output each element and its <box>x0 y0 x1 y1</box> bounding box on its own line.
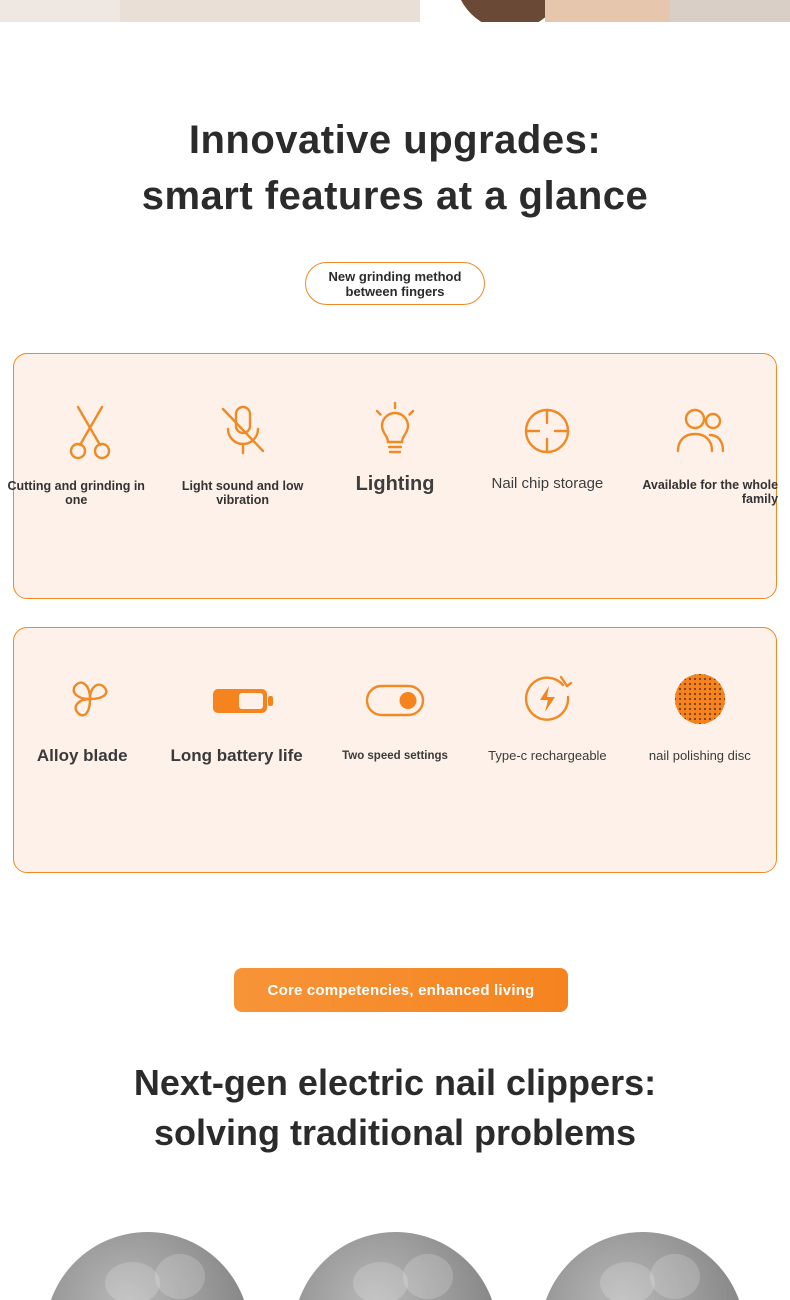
feature-item-polishing-disc <box>624 666 776 761</box>
alloy-blade-icon <box>58 666 122 732</box>
battery-icon <box>205 666 281 732</box>
family-group-icon <box>668 398 732 464</box>
feature-item-two-speeds <box>319 666 471 761</box>
feature-row-1 <box>7 398 779 507</box>
photo-mid-block <box>120 0 420 22</box>
feature-label-two-speeds: Two speed settings <box>342 750 448 762</box>
feature-label-cutting-grinding: Cutting and grinding in one <box>7 479 145 507</box>
photo-highlight <box>353 1262 408 1300</box>
photo-highlight <box>403 1254 453 1299</box>
photo-highlight <box>105 1262 160 1300</box>
feature-item-whole-family <box>624 398 779 506</box>
bottom-photo-row <box>0 1232 790 1300</box>
feature-label-chip-storage: Nail chip storage <box>491 475 604 492</box>
page-title-primary-line2: smart features at a glance <box>141 174 649 218</box>
feature-label-low-sound: Light sound and low vibration <box>181 479 304 507</box>
photo-left-block <box>0 0 120 22</box>
badge-new-grinding-method <box>305 262 485 305</box>
badge-core-competencies: Core competencies, enhanced living <box>234 968 568 1012</box>
photo-highlight <box>600 1262 655 1300</box>
toggle-switch-icon <box>357 666 433 732</box>
photo-highlight <box>155 1254 205 1299</box>
feature-item-lighting <box>319 398 471 502</box>
feature-item-cutting-grinding <box>7 398 166 507</box>
bottom-photo-2 <box>293 1232 498 1300</box>
scissors-icon <box>58 398 122 464</box>
page-title-primary <box>0 112 790 224</box>
badge-new-grinding-method-line1: New grinding method <box>328 268 462 284</box>
feature-label-alloy-blade: Alloy blade <box>36 746 128 765</box>
top-lifestyle-photo <box>0 0 790 22</box>
feature-label-whole-family: Available for the whole family <box>642 478 779 506</box>
feature-label-lighting: Lighting <box>355 473 435 495</box>
fast-charge-icon <box>515 666 579 732</box>
feature-card-smart-features <box>7 353 779 599</box>
feature-item-type-c-rechargeable <box>471 666 623 761</box>
feature-item-alloy-blade <box>14 666 166 765</box>
feature-label-polishing-disc: nail polishing disc <box>648 748 751 763</box>
feature-item-battery-life <box>166 666 318 765</box>
bottom-photo-3 <box>540 1232 745 1300</box>
photo-model-skin <box>545 0 685 22</box>
page-title-secondary-line2: solving traditional problems <box>153 1112 637 1153</box>
photo-highlight <box>650 1254 700 1299</box>
lightbulb-icon <box>363 398 427 464</box>
badge-new-grinding-method-line2: between fingers <box>345 283 445 299</box>
page-title-secondary-line1: Next-gen electric nail clippers: <box>133 1062 657 1103</box>
feature-label-type-c-rechargeable: Type-c rechargeable <box>488 748 607 763</box>
storage-target-icon <box>515 398 579 464</box>
muted-microphone-icon <box>211 398 275 464</box>
photo-right-block <box>670 0 790 22</box>
page-title-primary-line1: Innovative upgrades: <box>188 118 602 162</box>
feature-card-hardware-features <box>13 627 777 873</box>
polishing-disc-icon <box>668 666 732 732</box>
feature-item-low-sound <box>166 398 318 507</box>
bottom-photo-1 <box>45 1232 250 1300</box>
feature-label-battery-life: Long battery life <box>170 746 303 765</box>
feature-row-2 <box>14 666 776 765</box>
feature-item-chip-storage <box>471 398 623 502</box>
page-title-secondary <box>0 1058 790 1158</box>
